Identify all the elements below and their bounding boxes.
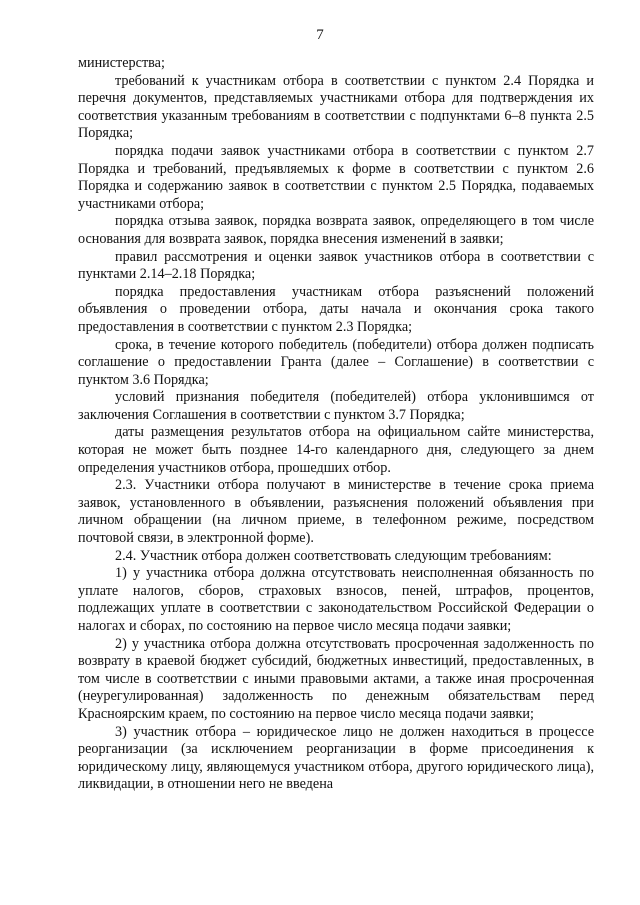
paragraph-clarifications: порядка предоставления участникам отбора разъяснений положений объявления о проведении отбора, даты начала и окончания срока такого предоставления в соответствии с пунктом 2.3 Порядка; [78, 283, 594, 335]
paragraph-requirements: требований к участникам отбора в соответствии с пунктом 2.4 Порядка и перечня документов, представляемых участниками отбора для подтверждения их соответствия указанным требованиям в соответствии с подпунктами 6–8 пункта 2.5 Порядка; [78, 72, 594, 142]
paragraph-section-2-3: 2.3. Участники отбора получают в министерстве в течение срока приема заявок, установленного в объявлении, разъяснения положений объявления при личном обращении (на личном приеме, в телефонном режиме, посредством почтовой связи, в электронной форме). [78, 477, 594, 547]
paragraph-requirement-2: 2) у участника отбора должна отсутствовать просроченная задолженность по возврату в краевой бюджет субсидий, бюджетных инвестиций, предоставленных, в том числе в соответствии с иными правовыми актами, а также иная просроченная (неурегулированная) задолженность по денежным обязательствам перед Красноярским краем, по состоянию на первое число месяца подачи заявки; [78, 635, 594, 722]
paragraph-submission-order: порядка подачи заявок участниками отбора в соответствии с пунктом 2.7 Порядка и требований, предъявляемых к форме в соответствии с пунктом 2.6 Порядка и содержанию заявок в соответствии с пунктом 2.5 Порядка, подаваемых участниками отбора; [78, 142, 594, 212]
page-number: 7 [316, 27, 324, 43]
paragraph-withdrawal-order: порядка отзыва заявок, порядка возврата заявок, определяющего в том числе основания для возврата заявок, порядка внесения изменений в заявки; [78, 213, 594, 247]
paragraph-agreement-term: срока, в течение которого победитель (победители) отбора должен подписать соглашение о предоставлении Гранта (далее – Соглашение) в соответствии с пунктом 3.6 Порядка; [78, 336, 594, 388]
paragraph-requirement-1: 1) у участника отбора должна отсутствовать неисполненная обязанность по уплате налогов, сборов, страховых взносов, пеней, штрафов, процентов, подлежащих уплате в соответствии с законодательством Российской Федерации о налогах и сборах, по состоянию на первое число месяца подачи заявки; [78, 565, 594, 634]
paragraph-requirement-3: 3) участник отбора – юридическое лицо не должен находиться в процессе реорганизации (за исключением реорганизации в форме присоединения к юридическому лицу, являющемуся участником отбора, другого юридического лица), ликвидации, в отношении него не введена [78, 723, 594, 793]
paragraph-results-date: даты размещения результатов отбора на официальном сайте министерства, которая не может быть позднее 14-го календарного дня, следующего за днем определения участников отбора, прошедших отбор. [78, 424, 594, 476]
document-body [78, 55, 594, 794]
paragraph-ministry-tail: министерства; [78, 55, 165, 71]
paragraph-evasion-conditions: условий признания победителя (победителей) отбора уклонившимся от заключения Соглашения в соответствии с пунктом 3.7 Порядка; [78, 389, 594, 423]
paragraph-section-2-4: 2.4. Участник отбора должен соответствовать следующим требованиям: [115, 547, 552, 564]
paragraph-review-rules: правил рассмотрения и оценки заявок участников отбора в соответствии с пунктами 2.14–2.18 Порядка; [78, 248, 594, 283]
